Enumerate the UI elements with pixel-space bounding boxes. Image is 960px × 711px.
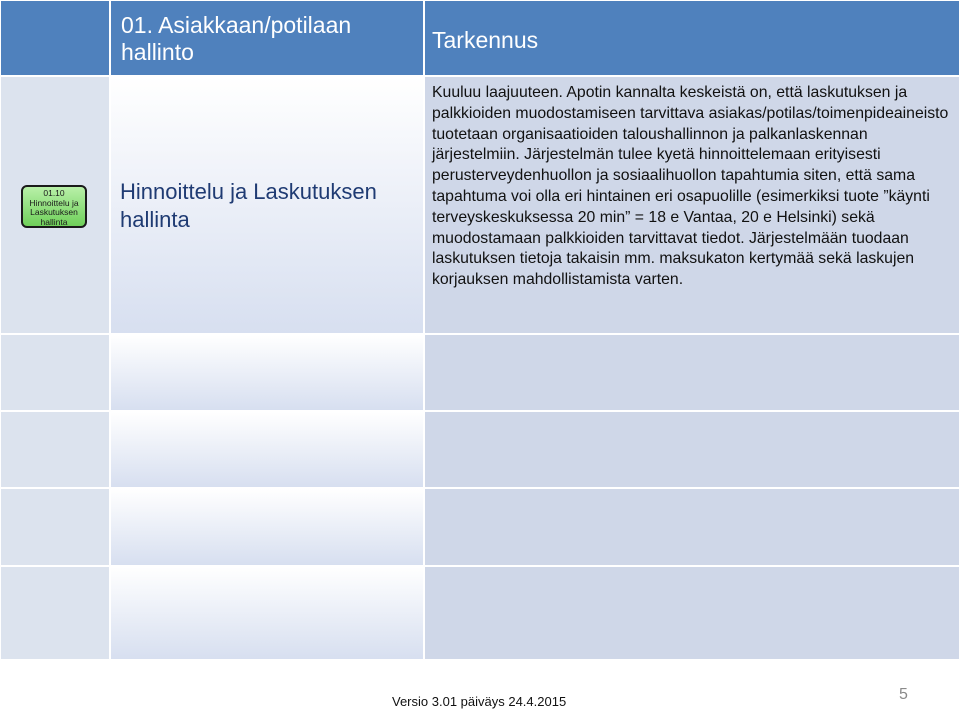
row5-col2 xyxy=(110,566,424,660)
row3-col3 xyxy=(424,411,960,488)
version-text: Versio 3.01 päiväys 24.4.2015 xyxy=(392,694,567,709)
row5-col1 xyxy=(0,566,110,660)
row2-col2 xyxy=(110,334,424,411)
footer xyxy=(0,686,960,711)
header-col2 xyxy=(110,0,424,76)
header-col2-title: 01. Asiakkaan/potilaan hallinto xyxy=(121,12,352,65)
header-col3 xyxy=(424,0,960,76)
row3-col1 xyxy=(0,411,110,488)
row1-col1 xyxy=(0,76,110,334)
row5-col3 xyxy=(424,566,960,660)
process-badge-icon: 01.10 Hinnoittelu ja Laskutuksen hallinta xyxy=(21,185,87,228)
row2-col3 xyxy=(424,334,960,411)
header-col3-title: Tarkennus xyxy=(432,27,539,53)
row4-col2 xyxy=(110,488,424,566)
row1-col2 xyxy=(110,76,424,334)
row1-col3 xyxy=(424,76,960,334)
header-col1 xyxy=(0,0,110,76)
row1-name: Hinnoittelu ja Laskutuksen hallinta xyxy=(120,179,377,232)
row2-col1 xyxy=(0,334,110,411)
page-number: 5 xyxy=(899,686,908,703)
row3-col2 xyxy=(110,411,424,488)
row4-col3 xyxy=(424,488,960,566)
row4-col1 xyxy=(0,488,110,566)
row1-description: Kuuluu laajuuteen. Apotin kannalta keskeistä on, että laskutuksen ja palkkioiden muodostamiseen tarvittava asiakas/potilas/toimenpideaineisto tuotetaan organisaatioiden taloushallinnon ja palkanlaskennan järjestelmiin. Järjestelmän tulee kyetä hinnoittelemaan erityisesti perusterveydenhuollon ja sosiaalihuollon tapahtumia siten, että sama tapahtuma voi olla eri hintainen eri osapuolille (esimerkiksi tuote ”käynti terveyskeskuksessa 20 min” = 18 e Vantaa, 20 e Helsinki) sekä muodostamaan palkkioiden tarvittavat tiedot. Järjestelmään tuodaan laskutuksen tietoja takaisin mm. maksukaton kertymää sekä laskujen korjauksen mahdollistamista varten. xyxy=(432,84,949,289)
